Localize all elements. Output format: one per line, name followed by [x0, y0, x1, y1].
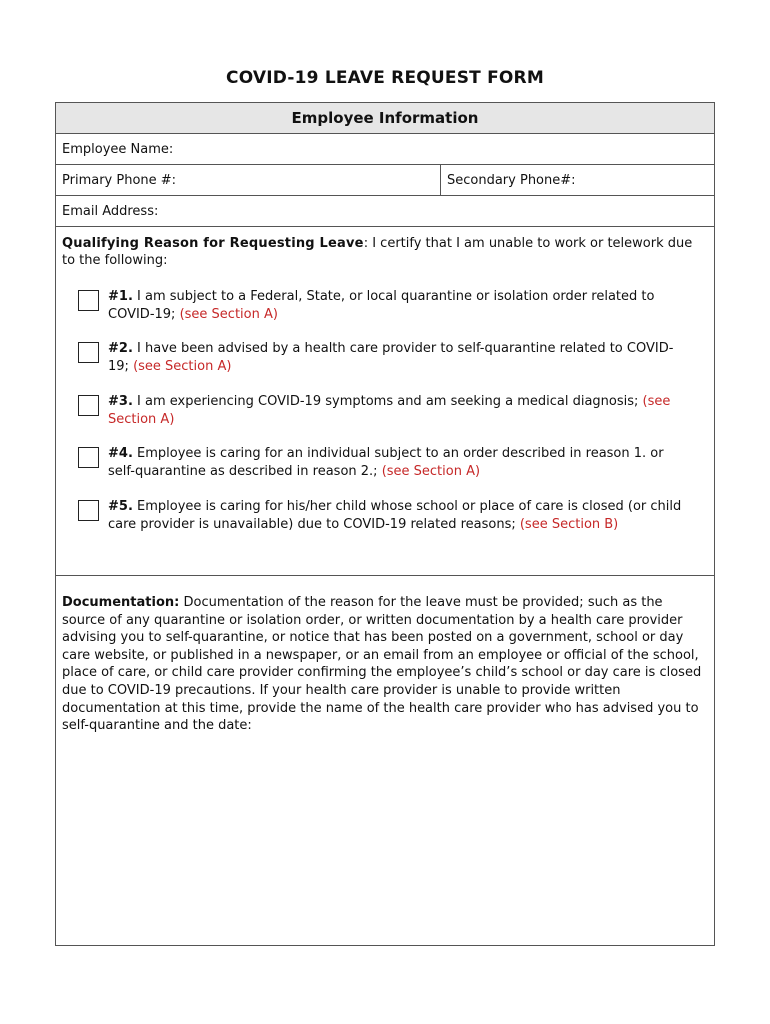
secondary-phone-label: Secondary Phone#: — [447, 173, 576, 188]
qualifying-intro — [62, 235, 707, 269]
reason-5-number: #5. — [108, 499, 133, 514]
reason-4-checkbox[interactable] — [78, 447, 99, 468]
reason-1-section-ref: (see Section A) — [179, 306, 278, 322]
reason-1-text — [108, 288, 693, 323]
documentation-label: Documentation: — [62, 595, 180, 610]
reason-3-section-ref: (see Section A) — [108, 394, 671, 427]
reason-1-number: #1. — [108, 289, 133, 304]
reason-3-number: #3. — [108, 394, 133, 409]
primary-phone-label: Primary Phone #: — [62, 173, 177, 188]
reason-4-description: Employee is caring for an individual subject to an order described in reason 1. or self-quarantine as described in reason 2.; — [108, 446, 664, 479]
leave-request-form — [55, 102, 715, 946]
employee-information-header: Employee Information — [56, 103, 714, 134]
reason-5-text — [108, 498, 693, 533]
employee-name-label: Employee Name: — [62, 142, 174, 157]
reason-item-3 — [78, 393, 698, 433]
reason-2-number: #2. — [108, 341, 133, 356]
email-address-label: Email Address: — [62, 204, 159, 219]
reason-5-checkbox[interactable] — [78, 500, 99, 521]
qualifying-reasons-section — [56, 227, 714, 576]
reason-4-section-ref: (see Section A) — [381, 463, 481, 479]
qualifying-intro-text: : I certify that I am unable to work or telework due to the following: — [62, 236, 693, 268]
reason-item-2 — [78, 340, 698, 380]
reason-item-1 — [78, 288, 698, 328]
form-title: COVID-19 LEAVE REQUEST FORM — [226, 68, 544, 88]
reason-1-checkbox[interactable] — [78, 290, 99, 311]
reason-3-checkbox[interactable] — [78, 395, 99, 416]
email-address-field[interactable] — [56, 196, 714, 227]
reason-item-5 — [78, 498, 698, 538]
qualifying-label: Qualifying Reason for Requesting Leave — [62, 236, 364, 251]
reason-2-description: I have been advised by a health care provider to self-quarantine related to COVID-19; — [108, 341, 674, 374]
documentation-text — [62, 594, 707, 735]
reason-1-description: I am subject to a Federal, State, or local quarantine or isolation order related to COVID-19; — [108, 289, 655, 322]
reason-5-section-ref: (see Section B) — [519, 516, 619, 532]
employee-name-field[interactable] — [56, 134, 714, 165]
phone-row — [56, 165, 714, 196]
reason-4-number: #4. — [108, 446, 133, 461]
reason-2-section-ref: (see Section A) — [133, 358, 232, 374]
reason-5-description: Employee is caring for his/her child whose school or place of care is closed (or child care provider is unavailable) due to COVID-19 related reasons; — [108, 499, 682, 532]
documentation-description: Documentation of the reason for the leave must be provided; such as the source of any quarantine or isolation order, or written documentation by a health care provider advising you to self-quarantine, or notice that has been posted on a government, school or day care website, or published in a newspaper, or an email from an employee or official of the school, place of care, or child care provider confirming the employee’s child’s school or day care is closed due to COVID-19 precautions. If your health care provider is unable to provide written documentation at this time, provide the name of the health care provider who has advised you to self-quarantine and the date: — [62, 595, 702, 734]
reason-3-description: I am experiencing COVID-19 symptoms and am seeking a medical diagnosis; — [132, 394, 643, 409]
reason-2-checkbox[interactable] — [78, 342, 99, 363]
reason-3-text — [108, 393, 693, 428]
documentation-section[interactable] — [56, 576, 714, 945]
reason-2-text — [108, 340, 693, 375]
phone-divider — [440, 165, 441, 195]
reason-item-4 — [78, 445, 698, 485]
reason-4-text — [108, 445, 693, 480]
